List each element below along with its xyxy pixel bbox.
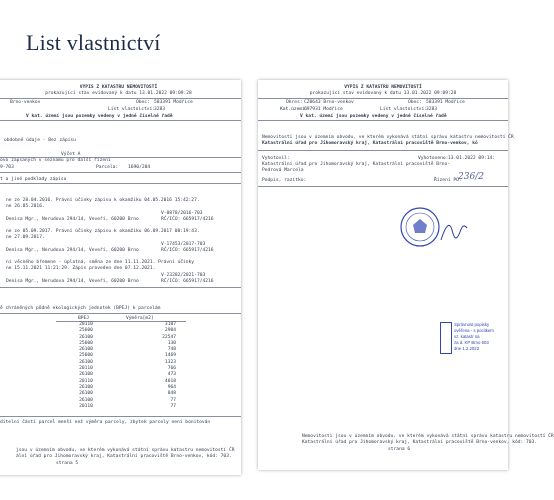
bpej-code: 26100 [79, 397, 93, 403]
bpej-area: 748 [167, 347, 176, 353]
entry-line: ne ze 28.04.2016. Právní účinky zápisu k okamžiku 04.05.2016 15:42:27. [6, 198, 200, 203]
okres-value: Brno-venkov [10, 100, 41, 105]
document-page-right [258, 80, 554, 470]
footer-line: Nemovitosti jsou v územním obvodu, ve kterém vykonává státní správu katastru nemovitostí ČR [302, 434, 554, 439]
stamp-line: za d. KP Brno 603 [454, 340, 489, 345]
doc-subheading: prokazující stav evidovaný k datu 13.01.2022 09:09:28 [309, 91, 457, 96]
lv-value: 3283 [154, 107, 166, 112]
rizeni-label: Řízení PO: [434, 178, 462, 183]
vycet-label: Výčet A [61, 152, 81, 157]
obec-label: Obec: [408, 100, 422, 105]
parcela-value: 1690/204 [128, 165, 151, 170]
lv-value: 3283 [426, 107, 438, 112]
okres-value: CZ0643 Brno-venkov [304, 100, 354, 105]
doc-subheading: prokazující stav evidovaný k datu 13.01.2022 09:09:28 [45, 91, 192, 96]
bpej-title: ě chráněných půdně ekologických jednotek (BPEJ) k parcelám [0, 306, 161, 311]
section-line: obdobné údaje - Bez zápisu [4, 138, 76, 143]
stamp-line: dne 1.2.2022 [454, 346, 480, 351]
entry-line: ní věcného břemene - úplatná, směna ze dne 11.11.2021. Právní účinky [6, 260, 195, 265]
doc-heading: VÝPIS Z KATASTRU NEMOVITOSTÍ [79, 85, 158, 90]
bpej-code: 26100 [79, 391, 93, 397]
vyhotoveno-label: Vyhotoveno: [418, 156, 449, 161]
obec-value: 583391 Modřice [154, 100, 193, 105]
stamp-line: vz. katastr na [454, 334, 480, 339]
document-page-left [0, 80, 241, 475]
bpej-code: 25600 [79, 328, 93, 334]
bpej-table [56, 322, 180, 410]
entry-rc: RČ/IČO: 665917/4216 [161, 217, 214, 222]
bpej-code: 25600 [79, 353, 93, 359]
obec-value: 583391 Modřice [426, 100, 465, 105]
vyhotovil-office: Katastrální úřad pro Jihomoravský kraj, Katastrální pracoviště Brno- [262, 162, 451, 167]
parcela-label: Parcela: [96, 165, 119, 170]
page-number: strana 5 [56, 461, 79, 466]
bpej-area: 77 [170, 397, 176, 403]
stamp-line: Správnost popisky [454, 322, 490, 327]
bpej-area: 4018 [164, 378, 176, 384]
podpis-label: Podpis, razítko: [262, 178, 307, 183]
footer-note: ditelní části parcel menší než výměra parcely, zbytek parcely není bonitován [0, 420, 211, 425]
entry-owner: Denisa Mgr., Nerudova 294/14, Veveří, 60200 Brno [6, 248, 139, 253]
bpej-code: 25600 [79, 340, 93, 346]
intro-line: Katastrální úřad pro Jihomoravský kraj, Katastrální pracoviště Brno-venkov, kó [262, 141, 478, 146]
bpej-code: 26100 [79, 384, 93, 390]
doc-note: V kat. území jsou pozemky vedeny v jedné číselné řadě [26, 114, 173, 119]
entry-owner: Denisa Mgr., Nerudova 294/14, Veveří, 60200 Brno [6, 217, 139, 222]
bpej-area: 22547 [162, 334, 176, 340]
bpej-header-area: Výměra[m2] [126, 316, 154, 321]
bpej-area: 1469 [164, 353, 176, 359]
bpej-code: 26100 [79, 372, 93, 378]
bpej-code: 20110 [79, 366, 93, 372]
page-title: List vlastnictví [26, 30, 161, 55]
bpej-area: 130 [167, 340, 176, 346]
bpej-area: 1323 [164, 359, 176, 365]
bpej-code: 26100 [79, 359, 93, 365]
bpej-area: 77 [170, 403, 176, 409]
ku-value: 697931 Modřice [304, 107, 343, 112]
entry-line: ne 27.09.2017. [6, 235, 45, 240]
entry-line: ne ze 05.09.2017. Právní účinky zápisu k okamžiku 06.09.2017 08:19:43. [6, 229, 200, 234]
entry-owner: Denisa Mgr., Nerudova 294/14, Veveří, 60200 Brno [6, 279, 139, 284]
page-number: strana 6 [388, 447, 411, 452]
vyhotovil-name: Pedrová Marcela [262, 168, 304, 173]
entry-ref: V-23282/2021-703 [161, 273, 206, 278]
doc-note: V kat. území jsou pozemky vedeny v jedné číselné řadě [300, 114, 447, 119]
bpej-code: 20110 [79, 322, 93, 327]
verification-stamp [440, 322, 502, 364]
entry-line: ne 15.11.2021 11:21:29. Zápis proveden dne 07.12.2021. [6, 266, 156, 271]
entry-rc: RČ/IČO: 665917/4216 [161, 279, 214, 284]
bpej-area: 3107 [164, 322, 176, 327]
zapsano-line: ovo zapsaných v seznamu pro další řízení [0, 158, 111, 163]
bpej-area: 473 [167, 372, 176, 378]
entry-line: ne 26.05.2016. [6, 204, 45, 209]
stamp-line: ověřena - s pocitkem [454, 328, 494, 333]
footer-line: jsou v územním obvodu, ve kterém vykonává státní správu katastru nemovitostí ČR [16, 448, 235, 453]
lv-label: List vlastnictví: [380, 107, 428, 112]
footer-line: Katastrální úřad pro Jihomoravský kraj, Katastrální pracoviště Brno-venkov, kód: 703. [302, 440, 538, 445]
obec-label: Obec: [136, 100, 150, 105]
vyhotoveno-value: 13.01.2022 09:14: [448, 156, 496, 161]
lv-code: 9-703 [0, 165, 14, 170]
intro-line: Nemovitosti jsou v územním obvodu, ve kterém vykonává státní správu katastru nemovitostí ČR [262, 135, 514, 140]
bpej-code: 20110 [79, 403, 93, 409]
bpej-code: 26100 [79, 347, 93, 353]
bpej-header-code: BPEJ [78, 316, 90, 321]
bpej-code: 26100 [79, 334, 93, 340]
lv-label: List vlastnictví: [108, 107, 156, 112]
entry-ref: V-8878/2016-703 [161, 211, 203, 216]
bpej-area: 766 [167, 366, 176, 372]
footer-line: ální úřad pro Jihomoravský kraj, Katastrální pracoviště Brno-venkov, kód: 703. [16, 454, 232, 459]
bpej-area: 2904 [164, 328, 176, 334]
bpej-code: 20110 [79, 378, 93, 384]
bpej-area: 848 [167, 391, 176, 397]
vyhotovil-label: Vyhotovil: [262, 156, 290, 161]
ku-label: Kat.území: [280, 107, 308, 112]
rizeni-handwritten: 236/2 [458, 172, 484, 182]
okres-label: Okres: [286, 100, 303, 105]
entry-rc: RČ/IČO: 665917/4216 [161, 248, 214, 253]
entry-ref: V-17453/2017-703 [161, 242, 206, 247]
signature-icon [438, 218, 470, 246]
bpej-area: 964 [167, 384, 176, 390]
doc-heading: VÝPIS Z KATASTRU NEMOVITOSTÍ [344, 85, 422, 90]
pozn-line: t a jiné podklady zápisu [0, 177, 67, 182]
official-stamp-icon [398, 205, 442, 249]
table-row [56, 404, 180, 410]
